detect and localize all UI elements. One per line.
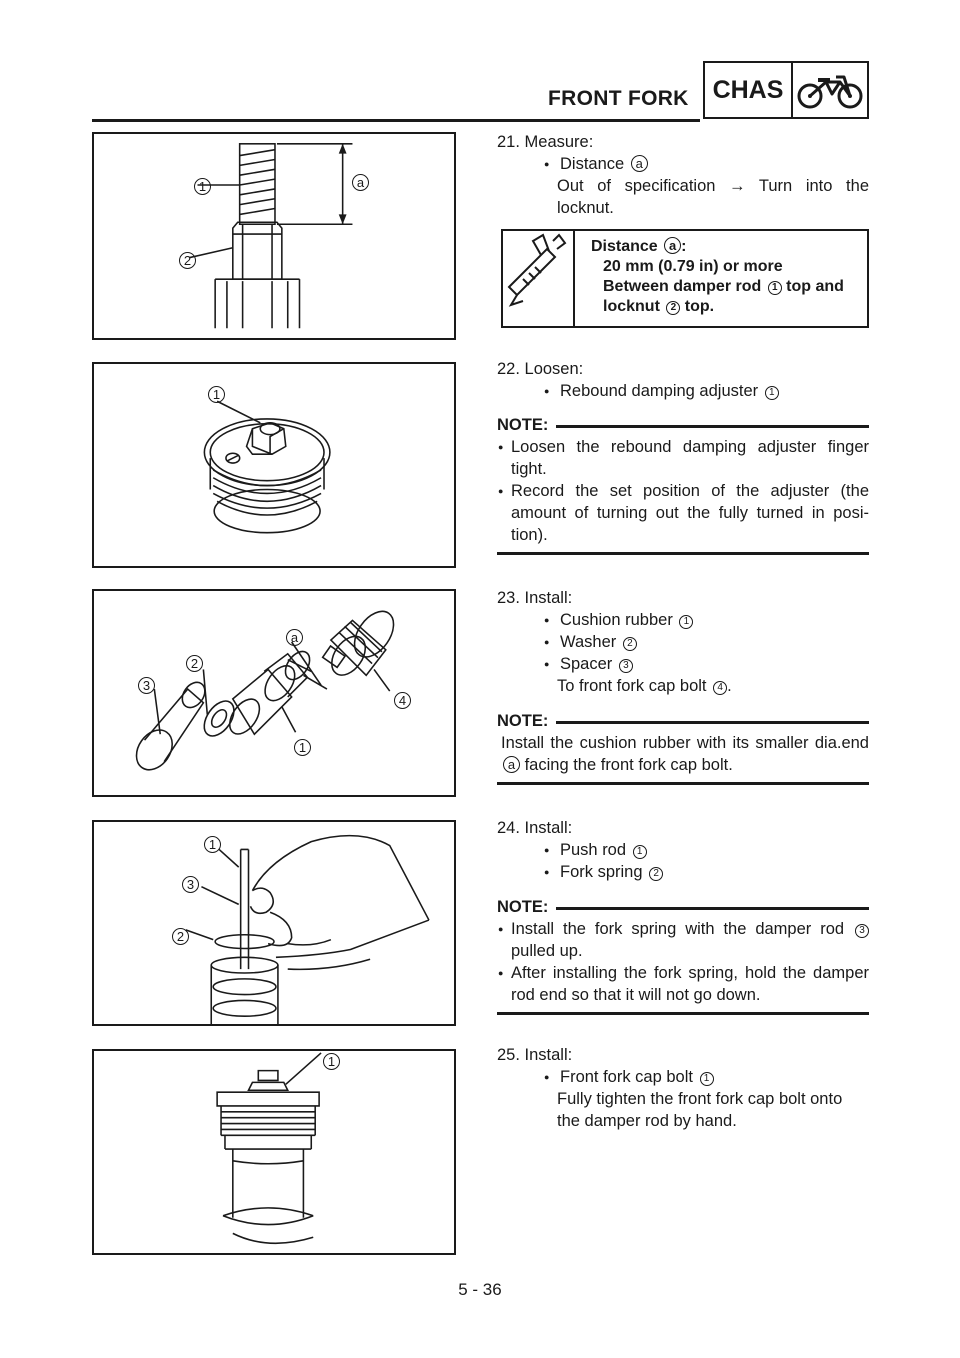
- note-23: [497, 710, 869, 785]
- note-item: ● After installing the fork spring, hold the damper rod end so that it will not go down.: [497, 962, 869, 1006]
- callout-1: 1: [323, 1053, 340, 1070]
- note-item: ● Loosen the rebound damping adjuster finger tight.: [497, 436, 869, 480]
- list-item: ● Rebound damping adjuster 1: [497, 380, 869, 402]
- figure-push-rod-spring: [92, 820, 456, 1026]
- note-end-rule: [497, 552, 869, 555]
- list-item: ● Push rod 1: [497, 839, 869, 861]
- spec-text: Distance a : 20 mm (0.79 in) or more Between damper rod 1 top and locknut 2 top.: [591, 238, 844, 315]
- callout-3: 3: [182, 876, 199, 893]
- section-badge: [703, 61, 869, 119]
- callout-2: 2: [172, 928, 189, 945]
- callout-1: 1: [204, 836, 221, 853]
- caliper-icon: [503, 231, 575, 326]
- note-label: NOTE:: [497, 710, 869, 732]
- note-item: ● Install the fork spring with the damper rod 3 pulled up.: [497, 918, 869, 962]
- callout-a: a: [286, 629, 303, 646]
- list-item: ● Distance a: [497, 153, 869, 175]
- list-item: ● Fork spring 2: [497, 861, 869, 883]
- step-heading: 24. Install:: [497, 819, 573, 837]
- figure-cushion-washer-spacer: [92, 589, 456, 797]
- note-label: NOTE:: [497, 414, 869, 436]
- callout-2: 2: [186, 655, 203, 672]
- figure-damper-rod-locknut: [92, 132, 456, 340]
- callout-1: 1: [294, 739, 311, 756]
- note-item: Install the cushion rubber with its smaller dia.end a facing the front fork cap bolt.: [501, 734, 869, 774]
- list-item: ● Washer 2: [497, 631, 869, 653]
- callout-1: 1: [194, 178, 211, 195]
- step-heading: 23. Install:: [497, 589, 573, 607]
- callout-1: 1: [208, 386, 225, 403]
- step-24: [497, 817, 869, 883]
- list-item: ● Spacer 3: [497, 653, 869, 675]
- step-heading: 22. Loosen:: [497, 360, 584, 378]
- note-item: ● Record the set position of the adjuster (the amount of turning out the fully turned in posi-tion).: [497, 480, 869, 546]
- step-25: [497, 1044, 869, 1132]
- step-21: [497, 131, 869, 219]
- callout-a: a: [352, 174, 369, 191]
- note-22: [497, 414, 869, 555]
- step-instruction: To front fork cap bolt 4 .: [557, 677, 732, 695]
- step-heading: 21. Measure:: [497, 133, 594, 151]
- note-end-rule: [497, 1012, 869, 1015]
- page-title: FRONT FORK: [548, 87, 689, 110]
- section-label: CHAS: [705, 63, 793, 117]
- step-23: [497, 587, 869, 697]
- note-end-rule: [497, 782, 869, 785]
- list-item: ● Cushion rubber 1: [497, 609, 869, 631]
- step-instruction: Out of specification → Turn into the locknut.: [557, 177, 869, 217]
- motorcycle-icon: [793, 63, 867, 117]
- figure-front-fork-cap-bolt: [92, 1049, 456, 1255]
- step-22: [497, 358, 869, 402]
- callout-4: 4: [394, 692, 411, 709]
- callout-3: 3: [138, 677, 155, 694]
- note-label: NOTE:: [497, 896, 869, 918]
- list-item: ● Front fork cap bolt 1: [497, 1066, 869, 1088]
- header-rule: [92, 119, 700, 122]
- spec-value: 20 mm (0.79 in) or more: [603, 258, 783, 275]
- page-number: 5 - 36: [458, 1280, 502, 1299]
- figure-rebound-adjuster: [92, 362, 456, 568]
- note-24: [497, 896, 869, 1015]
- step-heading: 25. Install:: [497, 1046, 573, 1064]
- spec-box: [501, 229, 869, 328]
- step-instruction: Fully tighten the front fork cap bolt onto the damper rod by hand.: [557, 1090, 843, 1130]
- callout-2: 2: [179, 252, 196, 269]
